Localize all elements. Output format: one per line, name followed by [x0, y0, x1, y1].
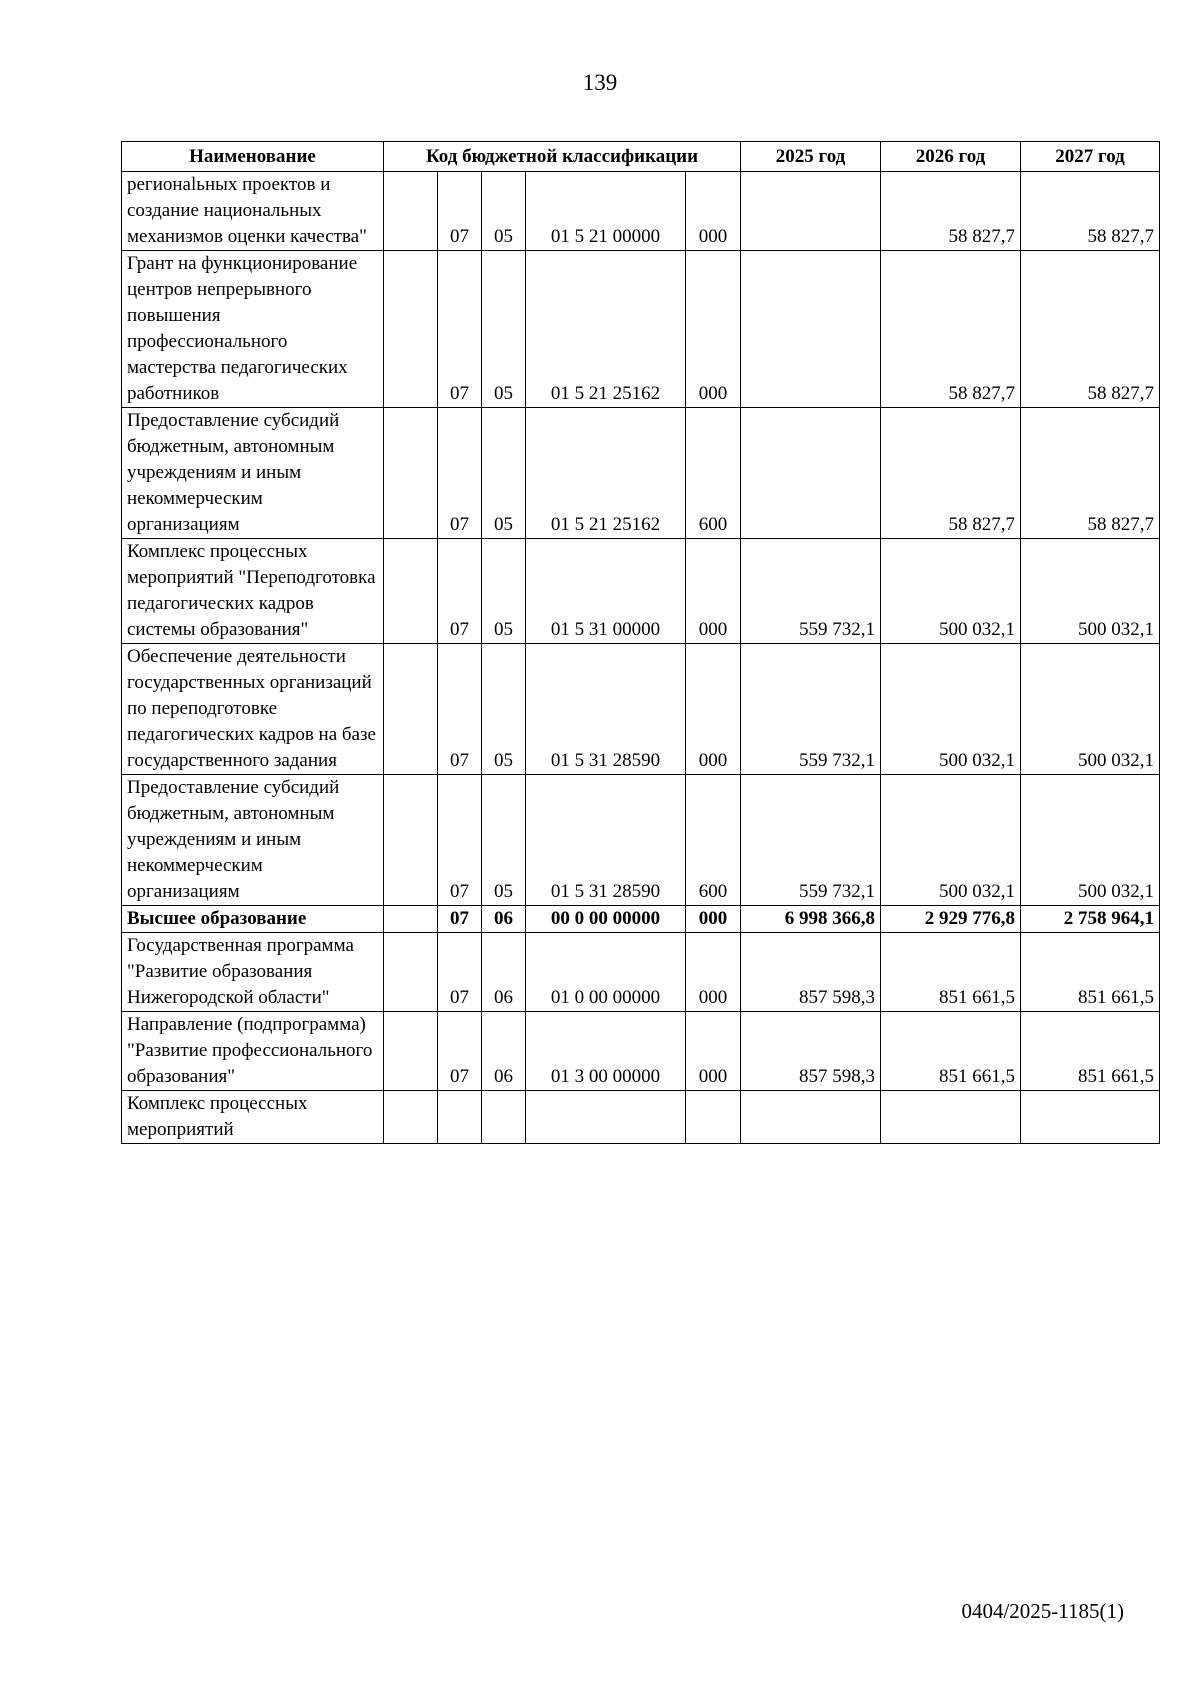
cell-name: Высшее образование	[122, 906, 384, 933]
cell-name: Комплекс процессных мероприятий	[122, 1091, 384, 1144]
cell-code-section: 07	[438, 1012, 482, 1091]
table-row	[122, 1012, 1160, 1091]
cell-code-part	[384, 644, 438, 775]
cell-2025: 559 732,1	[741, 775, 881, 906]
cell-name: Предоставление субсидий бюджетным, автономным учреждениям и иным некоммерческим организациям	[122, 775, 384, 906]
cell-name: Обеспечение деятельности государственных организаций по переподготовке педагогических кадров на базе государственного задания	[122, 644, 384, 775]
cell-code-part	[384, 1091, 438, 1144]
cell-code-part	[384, 539, 438, 644]
table-row	[122, 251, 1160, 408]
cell-2027: 851 661,5	[1021, 933, 1160, 1012]
cell-code-section: 07	[438, 539, 482, 644]
cell-code-subsection: 05	[482, 539, 526, 644]
cell-2026: 851 661,5	[881, 1012, 1021, 1091]
cell-code-article: 00 0 00 00000	[526, 906, 686, 933]
header-2025: 2025 год	[741, 142, 881, 172]
cell-code-section: 07	[438, 775, 482, 906]
cell-code-subsection: 05	[482, 251, 526, 408]
cell-2025	[741, 172, 881, 251]
cell-2026: 500 032,1	[881, 775, 1021, 906]
cell-code-part	[384, 1012, 438, 1091]
cell-name: Грант на функционирование центров непрерывного повышения профессионального мастерства педагогических работников	[122, 251, 384, 408]
cell-code-part	[384, 408, 438, 539]
cell-2027: 500 032,1	[1021, 644, 1160, 775]
table-row	[122, 539, 1160, 644]
cell-code-type	[686, 1091, 741, 1144]
cell-code-section: 07	[438, 251, 482, 408]
cell-code-article: 01 5 31 28590	[526, 644, 686, 775]
cell-2026	[881, 1091, 1021, 1144]
cell-2027: 58 827,7	[1021, 172, 1160, 251]
document-number: 0404/2025-1185(1)	[961, 1599, 1124, 1623]
header-2027: 2027 год	[1021, 142, 1160, 172]
header-code: Код бюджетной классификации	[384, 142, 741, 172]
cell-code-subsection	[482, 1091, 526, 1144]
cell-code-part	[384, 251, 438, 408]
cell-2027: 500 032,1	[1021, 539, 1160, 644]
cell-code-article: 01 3 00 00000	[526, 1012, 686, 1091]
cell-code-subsection: 05	[482, 408, 526, 539]
cell-2027: 500 032,1	[1021, 775, 1160, 906]
cell-code-type: 000	[686, 539, 741, 644]
cell-2025: 857 598,3	[741, 933, 881, 1012]
cell-2026: 2 929 776,8	[881, 906, 1021, 933]
cell-code-article: 01 5 21 25162	[526, 408, 686, 539]
cell-2026: 58 827,7	[881, 408, 1021, 539]
cell-code-type: 600	[686, 408, 741, 539]
cell-2025: 559 732,1	[741, 644, 881, 775]
cell-code-type: 000	[686, 172, 741, 251]
cell-code-section: 07	[438, 906, 482, 933]
cell-code-type: 000	[686, 644, 741, 775]
cell-2027	[1021, 1091, 1160, 1144]
table-row	[122, 172, 1160, 251]
cell-2026: 58 827,7	[881, 172, 1021, 251]
table-row	[122, 775, 1160, 906]
cell-2025	[741, 408, 881, 539]
cell-2025	[741, 1091, 881, 1144]
cell-code-subsection: 05	[482, 172, 526, 251]
cell-code-article: 01 5 21 00000	[526, 172, 686, 251]
cell-code-article: 01 0 00 00000	[526, 933, 686, 1012]
cell-code-section: 07	[438, 644, 482, 775]
cell-2026: 58 827,7	[881, 251, 1021, 408]
table-row	[122, 644, 1160, 775]
table-row	[122, 933, 1160, 1012]
cell-code-article: 01 5 21 25162	[526, 251, 686, 408]
cell-name: Направление (подпрограмма) "Развитие профессионального образования"	[122, 1012, 384, 1091]
cell-name: регионalьных проектов и создание национальных механизмов оценки качества"	[122, 172, 384, 251]
cell-code-subsection: 06	[482, 933, 526, 1012]
page-number: 139	[582, 70, 618, 95]
cell-code-part	[384, 906, 438, 933]
cell-code-section: 07	[438, 172, 482, 251]
cell-code-type: 000	[686, 906, 741, 933]
budget-table	[121, 141, 1160, 1144]
cell-2025: 559 732,1	[741, 539, 881, 644]
cell-name: Комплекс процессных мероприятий "Переподготовка педагогических кадров системы образования"	[122, 539, 384, 644]
cell-code-section: 07	[438, 933, 482, 1012]
cell-2027: 851 661,5	[1021, 1012, 1160, 1091]
cell-code-subsection: 06	[482, 1012, 526, 1091]
cell-2027: 58 827,7	[1021, 408, 1160, 539]
cell-code-subsection: 06	[482, 906, 526, 933]
table-row	[122, 408, 1160, 539]
cell-code-part	[384, 775, 438, 906]
cell-code-article: 01 5 31 00000	[526, 539, 686, 644]
table-header-row	[122, 142, 1160, 172]
cell-code-part	[384, 172, 438, 251]
header-2026: 2026 год	[881, 142, 1021, 172]
cell-2026: 500 032,1	[881, 644, 1021, 775]
table-body	[122, 172, 1160, 1144]
cell-2025: 6 998 366,8	[741, 906, 881, 933]
cell-2025	[741, 251, 881, 408]
cell-2027: 2 758 964,1	[1021, 906, 1160, 933]
cell-code-type: 000	[686, 1012, 741, 1091]
cell-code-article	[526, 1091, 686, 1144]
cell-code-type: 000	[686, 933, 741, 1012]
cell-code-subsection: 05	[482, 644, 526, 775]
cell-name: Государственная программа "Развитие образования Нижегородской области"	[122, 933, 384, 1012]
cell-2026: 851 661,5	[881, 933, 1021, 1012]
cell-code-section	[438, 1091, 482, 1144]
cell-code-type: 600	[686, 775, 741, 906]
table-row	[122, 1091, 1160, 1144]
cell-code-type: 000	[686, 251, 741, 408]
cell-code-subsection: 05	[482, 775, 526, 906]
cell-name: Предоставление субсидий бюджетным, автономным учреждениям и иным некоммерческим организациям	[122, 408, 384, 539]
cell-code-part	[384, 933, 438, 1012]
cell-2025: 857 598,3	[741, 1012, 881, 1091]
cell-2027: 58 827,7	[1021, 251, 1160, 408]
cell-code-article: 01 5 31 28590	[526, 775, 686, 906]
header-name: Наименование	[122, 142, 384, 172]
cell-2026: 500 032,1	[881, 539, 1021, 644]
cell-code-section: 07	[438, 408, 482, 539]
table-row	[122, 906, 1160, 933]
